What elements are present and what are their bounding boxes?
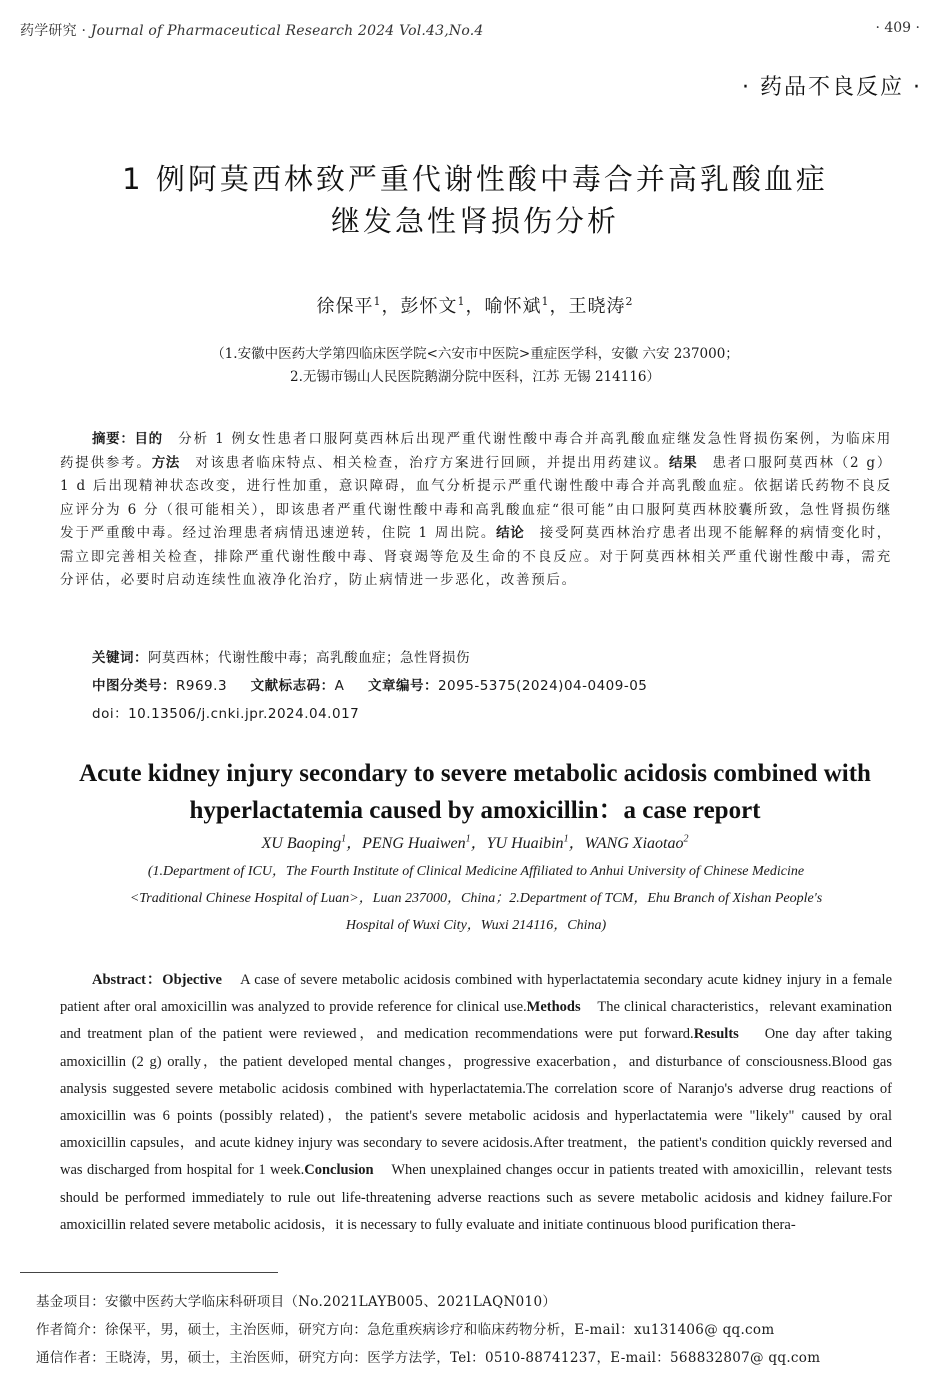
objective-zh-text: 分析 1 例女性患者口服阿莫西林后出现严重代谢性酸中毒合并高乳酸血症继发急性肾损伤案例，为临床用药提供参考。: [60, 431, 893, 471]
results-en-text: One day after taking amoxicillin (2 g) orally，the patient developed mental changes，progressive exacerbation，and disturbance of consciousness.Blood gas analysis suggested severe metabolic acidosis combined with hyperlactatemia.The correlation score of Naranjo's adverse drug reactions of amoxicillin was 6 points (possibly related)，the patient's severe metabolic acidosis and hyperlactatemia were "likely" caused by oral amoxicillin capsules，and acute kidney injury was secondary to severe acidosis.After treatment，the patient's condition quickly reversed and was discharged from hospital for 1 week.: [60, 1026, 892, 1179]
methods-zh-text: 对该患者临床特点、相关检查，治疗方案进行回顾，并提出用药建议。: [195, 454, 670, 471]
authors-zh: 徐保平$^1$，彭怀文$^1$，喻怀斌$^1$，王晓涛$^2$: [316, 295, 634, 317]
footnote-divider: [20, 1272, 278, 1273]
results-zh-text: 患者口服阿莫西林（2 g）1 d 后出现精神状态改变，进行性加重，意识障碍，血气分析提示严重代谢性酸中毒合并高乳酸血症。依据诺氏药物不良反应评分为 6 分（很可能相关），即该患者严重代谢性酸中毒和高乳酸血症“很可能”由口服阿莫西林胶囊所致，急性肾损伤继发于严重酸中毒。经过治理患者病情迅速逆转，住院 1 周出院。: [60, 454, 893, 541]
keywords: [92, 646, 470, 666]
methods-en-label: Methods: [526, 999, 581, 1016]
abstract-en: [60, 967, 892, 1239]
footnote-corresponding: 通信作者：王晓涛，男，硕士，主治医师，研究方向：医学方法学，Tel：0510-88741237，E-mail：568832807@ qq.com: [36, 1350, 821, 1366]
affiliations-en: [60, 858, 892, 939]
title-zh-line-2: 继发急性肾损伤分析: [330, 204, 619, 238]
footnote-funding: 基金项目：安徽中医药大学临床科研项目（No.2021LAYB005、2021LAQN010）: [36, 1294, 557, 1310]
affiliation-en-line: <Traditional Chinese Hospital of Luan>，Luan 237000，China；2.Department of TCM，Ehu Branch of Xishan People's: [129, 891, 823, 906]
objective-zh-label: 目的: [134, 431, 163, 447]
conclusion-zh-text: 接受阿莫西林治疗患者出现不能解释的病情变化时，需立即完善相关检查，排除严重代谢性酸中毒、肾衰竭等危及生命的不良反应。对于阿莫西林相关严重代谢性酸中毒，需充分评估，必要时启动连续性血液净化治疗，防止病情进一步恶化，改善预后。: [60, 525, 893, 588]
classification: [92, 674, 647, 694]
results-zh-label: 结果: [669, 454, 698, 471]
affiliation-en-line: (1.Department of ICU，The Fourth Institute of Clinical Medicine Affiliated to Anhui University of Chinese Medicine: [147, 864, 805, 879]
journal-name-en: Journal of Pharmaceutical Research 2024 Vol.43,No.4: [90, 23, 484, 39]
affiliations-zh: [0, 343, 950, 389]
running-header: 药学研究 · Journal of Pharmaceutical Research 2024 Vol.43,No.4: [20, 23, 484, 39]
author-zh: 徐保平: [316, 296, 374, 317]
title-en-line-2: hyperlactatemia caused by amoxicillin：a case report: [189, 797, 761, 824]
doi-value: 10.13506/j.cnki.jpr.2024.04.017: [128, 706, 360, 722]
title-zh-line-1: 1 例阿莫西林致严重代谢性酸中毒合并高乳酸血症: [122, 162, 828, 196]
author-en: XU Baoping: [261, 835, 342, 852]
authors-en: XU Baoping$^1$，PENG Huaiwen$^1$，YU Huaibin$^1$，WANG Xiaotao$^2$: [261, 833, 689, 852]
author-zh: 喻怀斌: [484, 296, 542, 317]
abstract-zh: [60, 428, 892, 593]
abstract-zh-label: 摘要：: [92, 431, 135, 447]
conclusion-en-text: When unexplained changes occur in patients treated with amoxicillin，relevant tests should be performed immediately to rule out life-threatening adverse reactions such as severe metabolic acidosis and kidney failure.For amoxicillin related severe metabolic acidosis，it is necessary to fully evaluate and initiate continuous blood purification thera-: [60, 1162, 892, 1233]
doc-code-value: A: [334, 678, 345, 694]
objective-en-label: Objective: [162, 972, 222, 988]
results-en-label: Results: [693, 1026, 739, 1043]
doc-code-label: 文献标志码：: [250, 678, 335, 694]
methods-zh-label: 方法: [151, 454, 180, 471]
section-label: · 药品不良反应 ·: [742, 75, 922, 100]
journal-name-zh: 药学研究: [20, 23, 77, 39]
affiliation-zh-line: 2.无锡市锡山人民医院鹅湖分院中医科，江苏 无锡 214116）: [290, 369, 660, 385]
author-en: WANG Xiaotao: [584, 835, 684, 852]
footnote-author-bio: 作者简介：徐保平，男，硕士，主治医师，研究方向：急危重疾病诊疗和临床药物分析，E-mail：xu131406@ qq.com: [36, 1322, 775, 1338]
affiliation-en-line: Hospital of Wuxi City，Wuxi 214116，China): [345, 918, 607, 933]
title-en: [0, 755, 950, 829]
author-zh: 彭怀文: [400, 296, 458, 317]
keywords-value: 阿莫西林；代谢性酸中毒；高乳酸血症；急性肾损伤: [148, 650, 470, 666]
article-id-label: 文章编号：: [367, 678, 438, 694]
clc-label: 中图分类号：: [92, 678, 176, 694]
abstract-en-label: Abstract：: [92, 972, 163, 988]
doi: [92, 702, 359, 722]
conclusion-en-label: Conclusion: [304, 1162, 374, 1179]
author-en: YU Huaibin: [486, 835, 564, 852]
methods-en-text: The clinical characteristics，relevant examination and treatment plan of the patient were reviewed，and medication recommendations were put forward.: [60, 999, 892, 1043]
clc-value: R969.3: [176, 678, 228, 694]
page-number: · 409 ·: [875, 20, 920, 36]
doi-label: doi：: [92, 706, 129, 722]
objective-en-text: A case of severe metabolic acidosis combined with hyperlactatemia secondary acute kidney injury in a female patient after oral amoxicillin was analyzed to provide reference for clinical use.: [60, 972, 893, 1016]
author-zh: 王晓涛: [568, 296, 626, 317]
title-zh: [0, 158, 950, 242]
conclusion-zh-label: 结论: [496, 525, 525, 541]
author-en: PENG Huaiwen: [362, 835, 466, 852]
title-en-line-1: Acute kidney injury secondary to severe metabolic acidosis combined with: [79, 760, 871, 787]
affiliation-zh-line: （1.安徽中医药大学第四临床医学院<六安市中医院>重症医学科，安徽 六安 237000；: [211, 346, 739, 362]
article-id-value: 2095-5375(2024)04-0409-05: [437, 678, 648, 694]
keywords-label: 关键词：: [92, 650, 148, 666]
